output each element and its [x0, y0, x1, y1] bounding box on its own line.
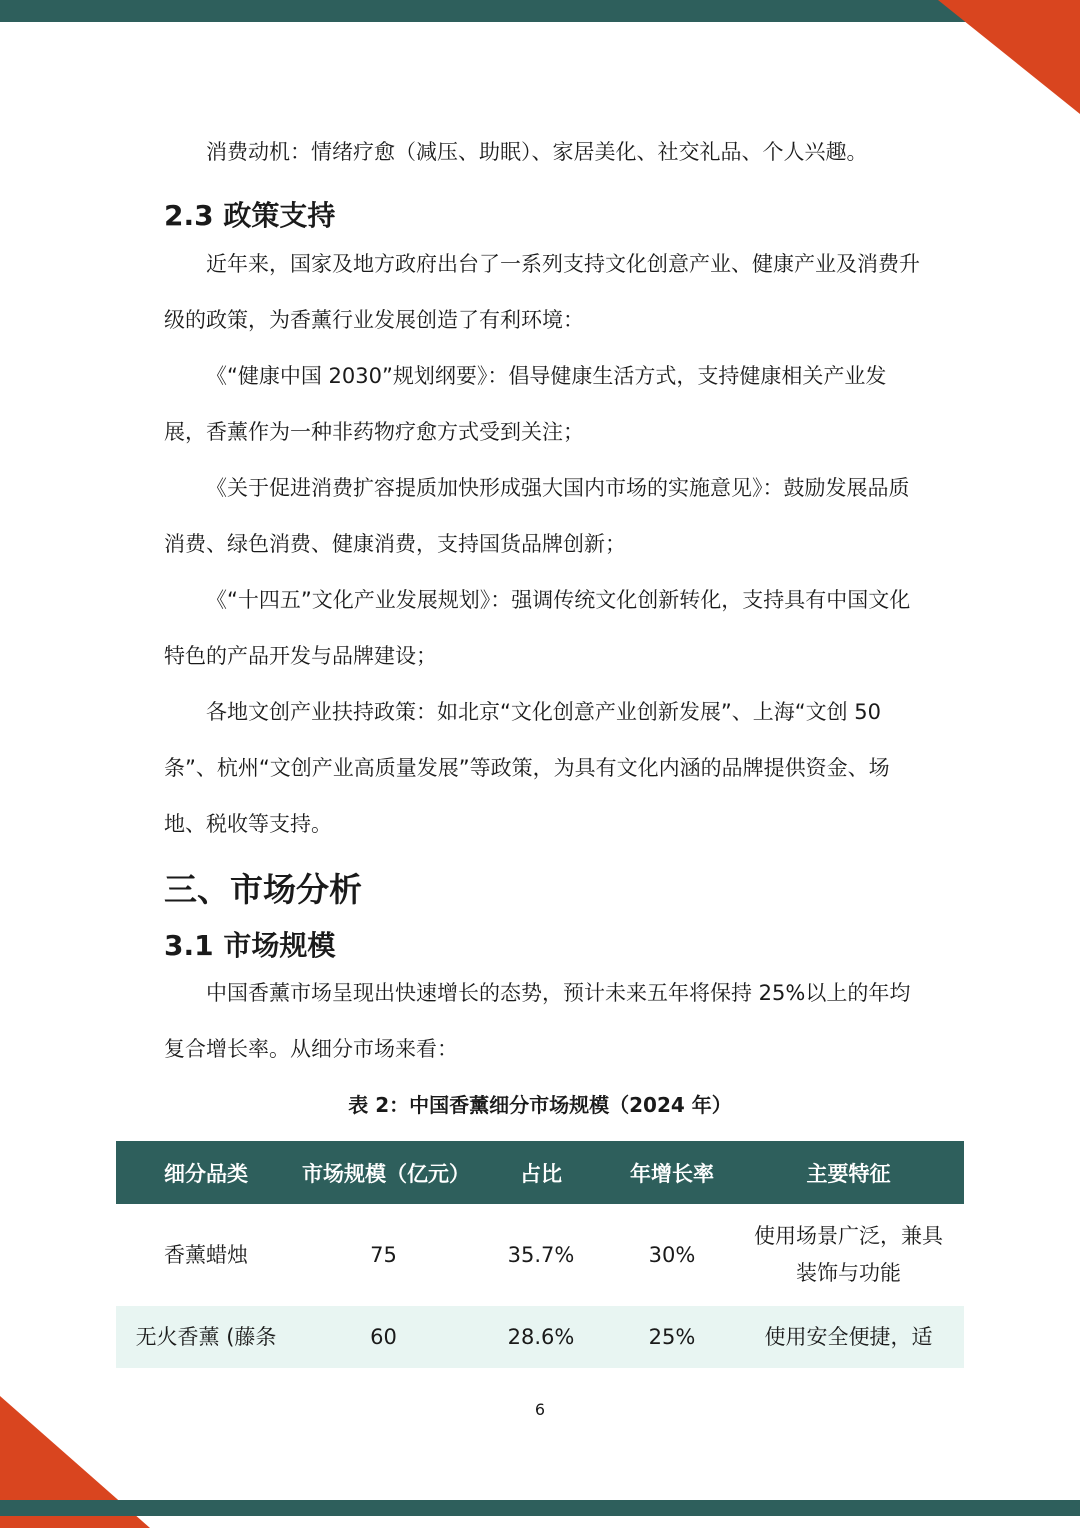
policy-item-consumption: 《关于促进消费扩容提质加快形成强大国内市场的实施意见》：鼓励发展品质消费、绿色消费、健康消费，支持国货品牌创新；: [164, 476, 910, 556]
policy-item-local-support: 各地文创产业扶持政策：如北京“文化创意产业创新发展”、上海“文创 50 条”、杭州“文创产业高质量发展”等政策，为具有文化内涵的品牌提供资金、场地、税收等支持。: [164, 700, 890, 836]
header-share: 占比: [471, 1141, 611, 1204]
consumer-motivation-paragraph: 消费动机：情绪疗愈（减压、助眠）、家居美化、社交礼品、个人兴趣。: [206, 140, 868, 164]
header-features: 主要特征: [733, 1141, 964, 1204]
section-2-3-heading: 2.3 政策支持: [164, 199, 336, 232]
cell-share: 28.6%: [471, 1306, 611, 1368]
top-right-corner-decor: [938, 0, 1080, 114]
top-decor-bar: [0, 0, 1080, 22]
policy-item-14th-five-year: 《“十四五”文化产业发展规划》：强调传统文化创新转化，支持具有中国文化特色的产品开发与品牌建设；: [164, 588, 911, 668]
header-growth-rate: 年增长率: [611, 1141, 733, 1204]
cell-features: 使用安全便捷，适: [733, 1306, 964, 1368]
table-header-row: [116, 1141, 964, 1204]
cell-features: 使用场景广泛，兼具装饰与功能: [733, 1204, 964, 1306]
cell-growth-rate: 25%: [611, 1306, 733, 1368]
table-caption: 表 2：中国香薰细分市场规模（2024 年）: [348, 1093, 732, 1117]
market-intro-paragraph: 中国香薰市场呈现出快速增长的态势，预计未来五年将保持 25%以上的年均复合增长率。从细分市场来看：: [164, 981, 911, 1061]
cell-market-size: 60: [296, 1306, 471, 1368]
policy-item-health-china: 《“健康中国 2030”规划纲要》：倡导健康生活方式，支持健康相关产业发展，香薰作为一种非药物疗愈方式受到关注；: [164, 364, 887, 444]
cell-category: 无火香薰 (藤条: [116, 1306, 296, 1368]
section-3-heading: 三、市场分析: [164, 870, 362, 909]
header-market-size: 市场规模（亿元）: [296, 1141, 471, 1204]
table-row: [116, 1204, 964, 1306]
market-size-table: [116, 1141, 964, 1368]
section-3-1-heading: 3.1 市场规模: [164, 929, 336, 962]
cell-market-size: 75: [296, 1204, 471, 1306]
page-number: 6: [534, 1400, 546, 1419]
cell-category: 香薰蜡烛: [116, 1204, 296, 1306]
table-row: [116, 1306, 964, 1368]
header-category: 细分品类: [116, 1141, 296, 1204]
cell-share: 35.7%: [471, 1204, 611, 1306]
cell-growth-rate: 30%: [611, 1204, 733, 1306]
bottom-decor-bar: [0, 1500, 1080, 1516]
policy-intro-paragraph: 近年来，国家及地方政府出台了一系列支持文化创意产业、健康产业及消费升级的政策，为香薰行业发展创造了有利环境：: [164, 252, 920, 332]
